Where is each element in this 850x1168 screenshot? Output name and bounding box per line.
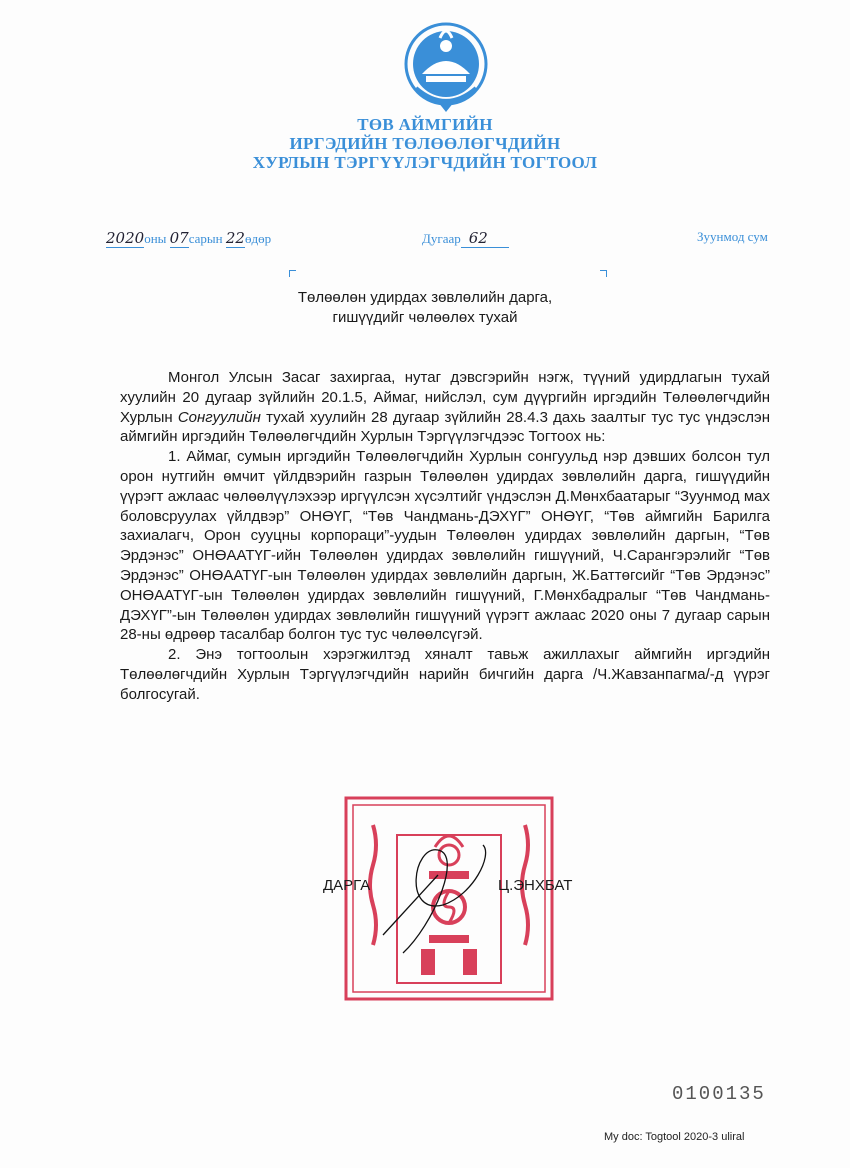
header-line-1: ТӨВ АЙМГИЙН <box>357 115 493 134</box>
header-line-2: ИРГЭДИЙН ТӨЛӨӨЛӨГЧДИЙН <box>289 134 561 153</box>
official-seal-stamp <box>343 795 555 1002</box>
state-emblem-icon <box>402 18 490 114</box>
date-month: 07 <box>169 229 189 247</box>
preamble-paragraph: Монгол Улсын Засаг захиргаа, нутаг дэвсгэрийн нэгж, түүний удирдлагын тухай хуулийн 20 дугаар зүйлийн 20.1.5, Аймаг, нийслэл, сум дүүргийн иргэдийн Төлөөлөгчдийн Хурлын Сонгуулийн тухай хуулийн 28 дугаар зүйлийн 28.4.3 дахь заалтыг тус тус үндэслэн аймгийн иргэдийн Төлөөлөгчдийн Хурлын Тэргүүлэгчдээс Тогтоох нь: <box>120 369 770 446</box>
resolution-place: Зуунмод сум <box>697 229 768 244</box>
item-2-paragraph: 2. Энэ тогтоолын хэрэгжилтэд хяналт тавьж ажиллахыг аймгийн иргэдийн Төлөөлөгчдийн Хурлын Тэргүүлэгчдийн нарийн бичгийн дарга /Ч.Жавзанпагма/-д үүрэг болгосугай. <box>120 646 770 703</box>
title-corner-right <box>600 270 607 277</box>
title-corner-left <box>289 270 296 277</box>
item-1-paragraph: 1. Аймаг, сумын иргэдийн Төлөөлөгчдийн Хурлын сонгуульд нэр дэвших болсон тул орон нутгийн өмчит үйлдвэрийн газрын Төлөөлөн удирдах зөвлөлийн дарга, гишүүдийн үүрэгт ажлаас чөлөөлүүлэхээр иргүүлсэн хүсэлтийг үндэслэн Д.Мөнхбаатарыг “Зуунмод мах боловсруулах үйлдвэр” ОНӨҮГ, “Төв Чандмань-ДЭХҮГ” ОНӨҮГ, “Төв аймгийн Барилга захиалагч, Орон сууцны корпораци”-уудын Төлөөлөн удирдах зөвлөлийн даргын, “Төв Эрдэнэс” ОНӨААТҮГ-ийн Төлөөлөн удирдах зөвлөлийн гишүүний, Ч.Сарангэрэлийг “Төв Эрдэнэс” ОНӨААТҮГ-ын Төлөөлөн удирдах зөвлөлийн даргын, Ж.Баттөгсийг “Төв Эрдэнэс” ОНӨААТҮГ-ын Төлөөлөн удирдах зөвлөлийн гишүүний, Г.Мөнхбадралыг “Төв Чандмань-ДЭХҮГ”-ын Төлөөлөн удирдах зөвлөлийн гишүүний үүрэгт ажлаас 2020 оны 7 дугаар сарын 28-ны өдрөөр тасалбар болгон тус тус чөлөөлсүгэй. <box>120 448 770 644</box>
signature-name: Ц.ЭНХБАТ <box>498 877 573 894</box>
serial-number: 0100135 <box>672 1083 766 1105</box>
signature-title: ДАРГА <box>323 877 371 894</box>
date-day: 22 <box>225 229 245 247</box>
resolution-body <box>120 368 770 705</box>
header-line-3: ХУРЛЫН ТЭРГҮҮЛЭГЧДИЙН ТОГТООЛ <box>252 153 598 172</box>
resolution-number: Дугаар 62 <box>422 229 509 248</box>
resolution-title: Төлөөлөн удирдах зөвлөлийн дарга, гишүүдийг чөлөөлөх тухай <box>297 289 553 326</box>
footer-doc-ref: My doc: Togtool 2020-3 uliral <box>604 1131 745 1143</box>
date-year: 2020 <box>106 229 145 247</box>
resolution-date: 2020оны 07сарын 22өдөр <box>106 229 272 247</box>
